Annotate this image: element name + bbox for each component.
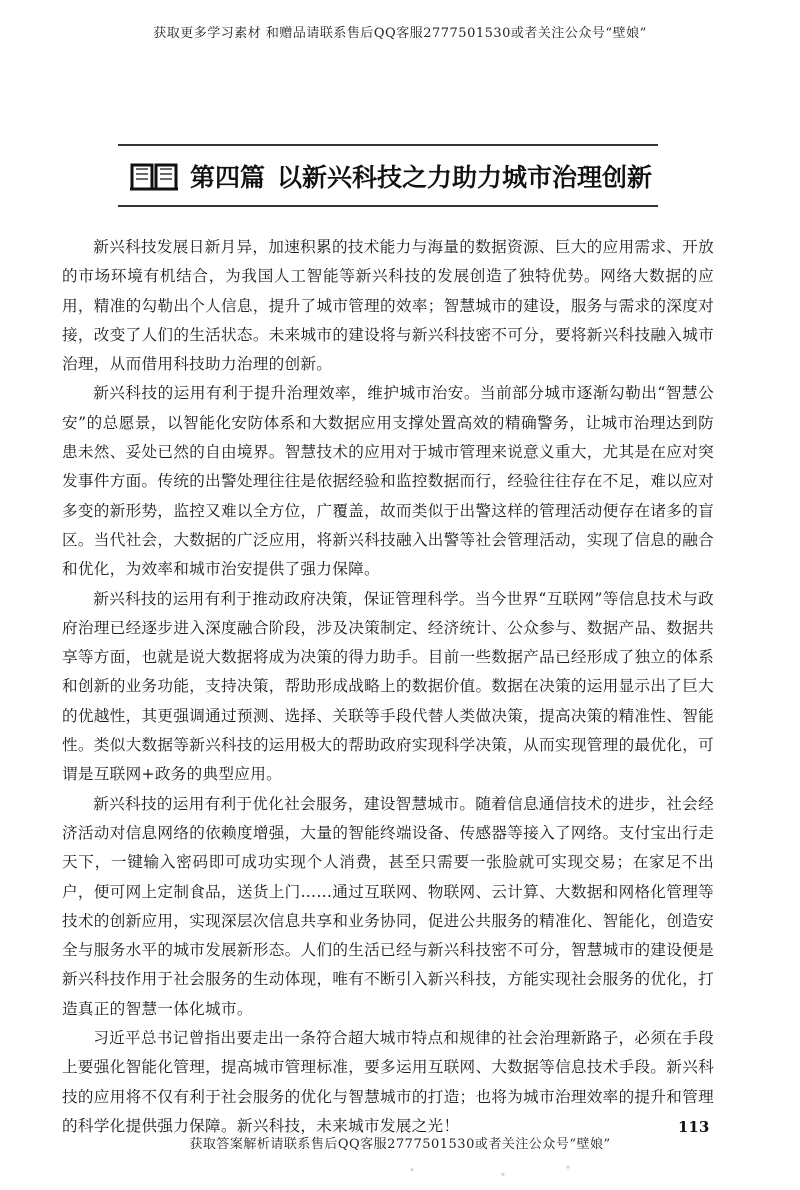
- title-rule-bottom: [118, 205, 658, 207]
- header-note: 获取更多学习素材 和赠品请联系售后QQ客服2777501530或者关注公众号“壁娘”: [153, 26, 647, 41]
- paragraph: 新兴科技发展日新月异，加速积累的技术能力与海量的数据资源、巨大的应用需求、开放的市场环境有机结合，为我国人工智能等新兴科技的发展创造了独特优势。网络大数据的应用，精准的勾勒出个人信息，提升了城市管理的效率；智慧城市的建设，服务与需求的深度对接，改变了人们的生活状态。未来城市的建设将与新兴科技密不可分，要将新兴科技融入城市治理，从而借用科技助力治理的创新。: [62, 238, 714, 374]
- open-book-icon: [130, 161, 178, 191]
- chapter-title: [190, 158, 652, 194]
- paragraph: 新兴科技的运用有利于推动政府决策，保证管理科学。当今世界“互联网”等信息技术与政府治理已经逐步进入深度融合阶段，涉及决策制定、经济统计、公众参与、数据产品、数据共享等方面，也就是说大数据将成为决策的得力助手。目前一些数据产品已经形成了独立的体系和创新的业务功能，支持决策，帮助形成战略上的数据价值。数据在决策的运用显示出了巨大的优越性，其更强调通过预测、选择、关联等手段代替人类做决策，提高决策的精准性、智能性。类似大数据等新兴科技的运用极大的帮助政府实现科学决策，从而实现管理的最优化，可谓是互联网+政务的典型应用。: [62, 589, 714, 784]
- scan-noise: [360, 1160, 620, 1184]
- chapter-title-text: 以新兴科技之力助力城市治理创新: [277, 163, 653, 192]
- body-text: [62, 233, 714, 1141]
- chapter-heading: [118, 144, 658, 208]
- paragraph: 新兴科技的运用有利于提升治理效率，维护城市治安。当前部分城市逐渐勾勒出“智慧公安”的总愿景，以智能化安防体系和大数据应用支撑处置高效的精确警务，让城市治理达到防患未然、妥处已然的自由境界。智慧技术的应用对于城市管理来说意义重大，尤其是在应对突发事件方面。传统的出警处理往往是依据经验和监控数据而行，经验往往存在不足，难以应对多变的新形势，监控又难以全方位，广覆盖，故而类似于出警这样的管理活动便存在诸多的盲区。当代社会，大数据的广泛应用，将新兴科技融入出警等社会管理活动，实现了信息的融合和优化，为效率和城市治安提供了强力保障。: [62, 384, 714, 579]
- title-rule-top: [118, 144, 658, 146]
- chapter-label: 第四篇: [190, 163, 266, 192]
- page-number: 113: [678, 1118, 710, 1136]
- footer-note: 获取答案解析请联系售后QQ客服2777501530或者关注公众号“壁娘”: [189, 1137, 611, 1152]
- paragraph: 新兴科技的运用有利于优化社会服务，建设智慧城市。随着信息通信技术的进步，社会经济活动对信息网络的依赖度增强，大量的智能终端设备、传感器等接入了网络。支付宝出行走天下，一键输入密码即可成功实现个人消费，甚至只需要一张脸就可实现交易；在家足不出户，便可网上定制食品，送货上门……通过互联网、物联网、云计算、大数据和网格化管理等技术的创新应用，实现深层次信息共享和业务协同，促进公共服务的精准化、智能化，创造安全与服务水平的城市发展新形态。人们的生活已经与新兴科技密不可分，智慧城市的建设便是新兴科技作用于社会服务的生动体现，唯有不断引入新兴科技，方能实现社会服务的优化，打造真正的智慧一体化城市。: [62, 794, 714, 1018]
- paragraph: 习近平总书记曾指出要走出一条符合超大城市特点和规律的社会治理新路子，必须在手段上要强化智能化管理，提高城市管理标准，要多运用互联网、大数据等信息技术手段。新兴科技的应用将不仅有利于社会服务的优化与智慧城市的打造；也将为城市治理效率的提升和管理的科学化提供强力保障。新兴科技，未来城市发展之光！: [62, 1029, 714, 1135]
